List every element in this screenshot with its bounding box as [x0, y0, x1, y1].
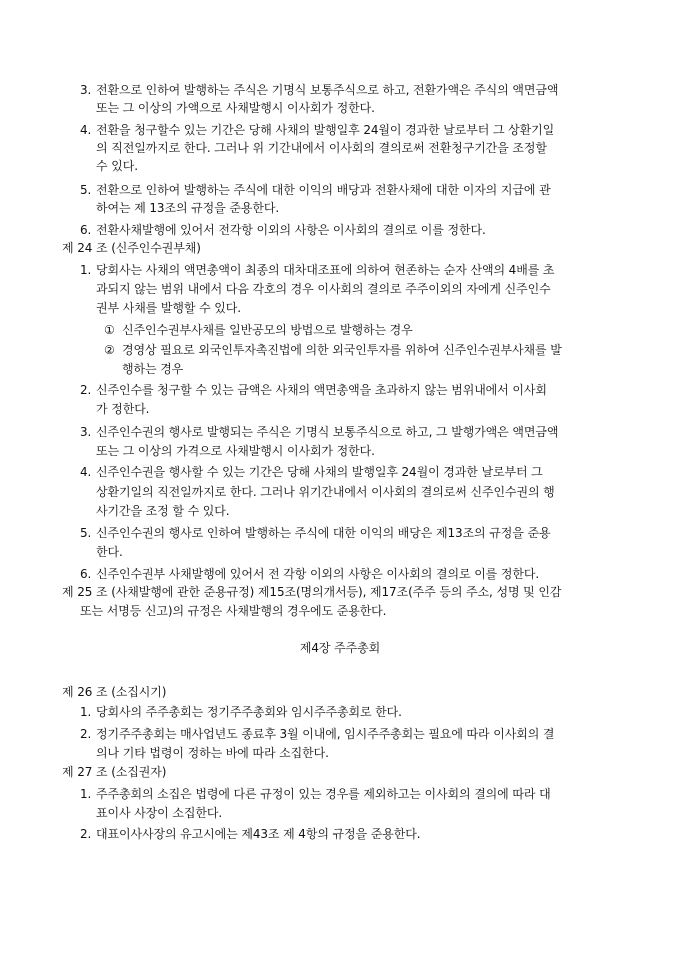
item-text-line: 사기간을 조정 할 수 있다.	[96, 504, 230, 518]
item-number: 1.	[80, 263, 92, 277]
article-heading: 제 24 조 (신주인수권부채)	[62, 241, 201, 255]
item-text-line: 당회사의 주주총회는 정기주주총회와 임시주주총회로 한다.	[96, 705, 402, 719]
article-heading: 제 27 조 (소집권자)	[62, 765, 167, 779]
item-text-line: 정기주주총회는 매사업년도 종료후 3월 이내에, 임시주주총회는 필요에 따라 이사회의 결	[96, 727, 555, 741]
item-text-line: 또는 그 이상의 가액으로 사채발행시 이사회가 정한다.	[96, 101, 375, 115]
item-text-line: 표이사 사장이 소집한다.	[96, 806, 223, 820]
item-number: 1.	[80, 705, 92, 719]
item-text-line: 과되지 않는 범위 내에서 다음 각호의 경우 이사회의 결의로 주주이외의 자에게 신주인수	[96, 282, 551, 296]
item-number: 5.	[80, 526, 92, 540]
item-text-line: 신주인수를 청구할 수 있는 금액은 사채의 액면총액을 초과하지 않는 범위내에서 이사회	[96, 383, 547, 397]
item-text-line: 신주인수권의 행사로 인하여 발행하는 주식에 대한 이익의 배당은 제13조의 규정을 준용	[96, 526, 551, 540]
item-number: 6.	[80, 223, 92, 237]
item-text-line: 수 있다.	[96, 159, 138, 173]
item-number: 6.	[80, 567, 92, 581]
item-number: 2.	[80, 727, 92, 741]
item-text-line: 의나 기타 법령이 정하는 바에 따라 소집한다.	[96, 746, 329, 760]
item-number: 4.	[80, 123, 92, 137]
item-text-line: 전환으로 인하여 발행하는 주식은 기명식 보통주식으로 하고, 전환가액은 주식의 액면금액	[96, 83, 559, 97]
item-text-line: 대표이사사장의 유고시에는 제43조 제 4항의 규정을 준용한다.	[96, 827, 421, 841]
item-text-line: 하여는 제 13조의 규정을 준용한다.	[96, 201, 280, 215]
item-text-line: 주주총회의 소집은 법령에 다른 규정이 있는 경우를 제외하고는 이사회의 결의에 따라 대	[96, 787, 551, 801]
sub-item-text-line: 행하는 경우	[122, 362, 184, 376]
item-text-line: 가 정한다.	[96, 402, 150, 416]
item-text-line: 전환사채발행에 있어서 전각항 이외의 사항은 이사회의 결의로 이를 정한다.	[96, 223, 486, 237]
item-text-line: 한다.	[96, 545, 123, 559]
sub-item-number: ②	[104, 343, 115, 357]
item-number: 2.	[80, 827, 92, 841]
item-text-line: 신주인수권부 사채발행에 있어서 전 각항 이외의 사항은 이사회의 결의로 이를 정한다.	[96, 567, 540, 581]
item-number: 3.	[80, 83, 92, 97]
sub-item-text-line: 경영상 필요로 외국인투자촉진법에 의한 외국인투자를 위하여 신주인수권부사채를 발	[122, 343, 562, 357]
item-text-line: 전환으로 인하여 발행하는 주식에 대한 이익의 배당과 전환사채에 대한 이자의 지급에 관	[96, 183, 551, 197]
item-text-line: 상환기일의 직전일까지로 한다. 그러나 위기간내에서 이사회의 결의로써 신주인수권의 행	[96, 485, 555, 499]
item-text-line: 신주인수권을 행사할 수 있는 기간은 당해 사채의 발행일후 24월이 경과한 날로부터 그	[96, 465, 543, 479]
article-text-line: 또는 서명등 신고)의 규정은 사채발행의 경우에도 준용한다.	[80, 604, 387, 618]
item-number: 4.	[80, 465, 92, 479]
item-text-line: 전환을 청구할수 있는 기간은 당해 사채의 발행일후 24월이 경과한 날로부터 그 상환기일	[96, 123, 555, 137]
item-text-line: 의 직전일까지로 한다. 그러나 위 기간내에서 이사회의 결의로써 전환청구기간을 조정할	[96, 141, 547, 155]
item-number: 2.	[80, 383, 92, 397]
item-text-line: 또는 그 이상의 가격으로 사채발행시 이사회가 정한다.	[96, 444, 375, 458]
sub-item-number: ①	[104, 323, 115, 337]
item-number: 3.	[80, 425, 92, 439]
item-number: 5.	[80, 183, 92, 197]
article-heading: 제 26 조 (소집시기)	[62, 685, 167, 699]
item-number: 1.	[80, 787, 92, 801]
item-text-line: 당회사는 사채의 액면총액이 최종의 대차대조표에 의하여 현존하는 순자 산액의 4배를 초	[96, 263, 555, 277]
chapter-title: 제4장 주주총회	[299, 641, 381, 655]
article-text-line: 제 25 조 (사채발행에 관한 준용규정) 제15조(명의개서등), 제17조(주주 등의 주소, 성명 및 인감	[62, 585, 562, 599]
item-text-line: 권부 사채를 발행할 수 있다.	[96, 301, 241, 315]
item-text-line: 신주인수권의 행사로 발행되는 주식은 기명식 보통주식으로 하고, 그 발행가액은 액면금액	[96, 425, 559, 439]
sub-item-text-line: 신주인수권부사채를 일반공모의 방법으로 발행하는 경우	[122, 323, 413, 337]
